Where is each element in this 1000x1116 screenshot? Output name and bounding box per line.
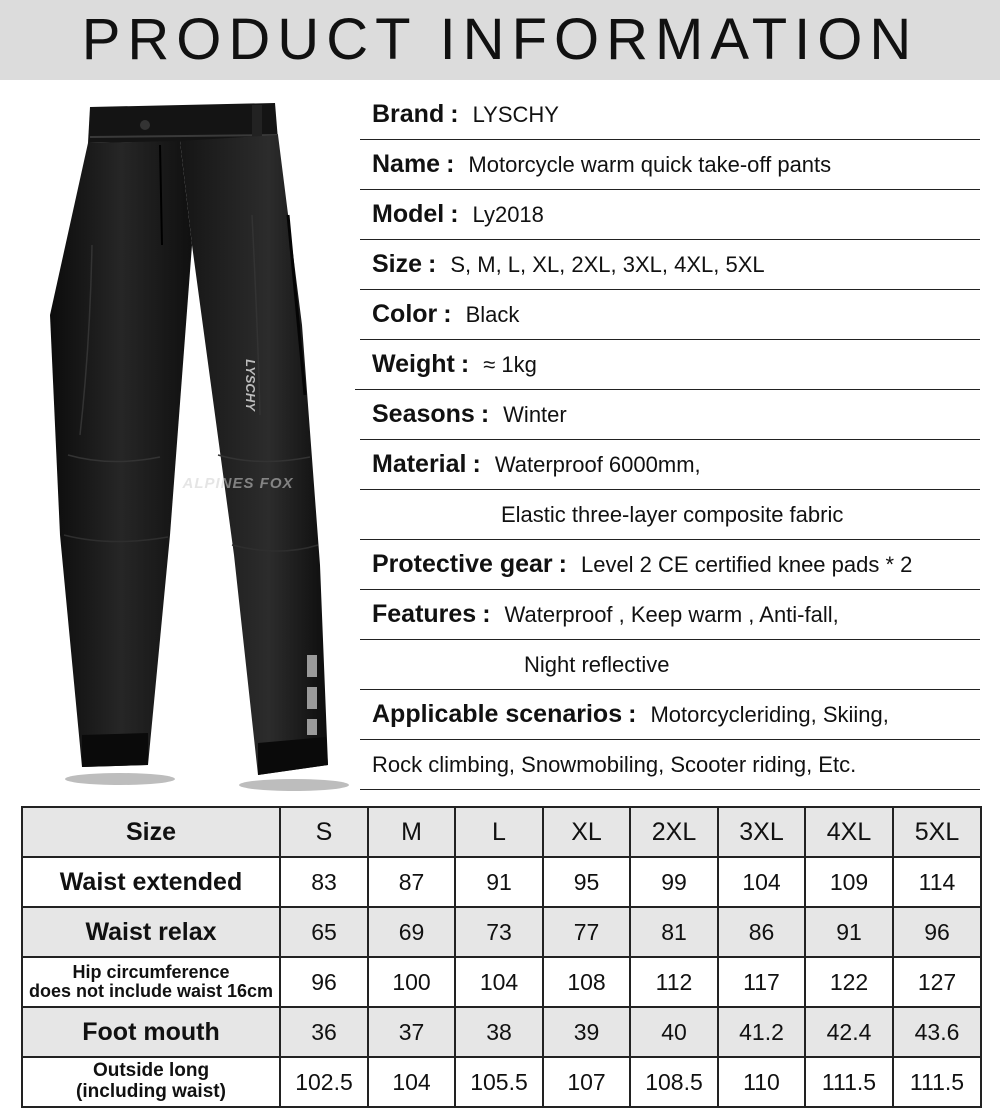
size-header-label: Size (22, 807, 280, 857)
info-value: Motorcycle warm quick take-off pants (468, 151, 832, 177)
table-cell: 42.4 (805, 1007, 893, 1057)
size-header-cell: 2XL (630, 807, 718, 857)
info-label: Material (372, 450, 467, 478)
table-cell: 38 (455, 1007, 543, 1057)
row-label-line: Outside long (92, 1060, 210, 1082)
info-value: LYSCHY (472, 101, 559, 127)
table-cell: 108.5 (630, 1057, 718, 1107)
product-info-list (360, 90, 980, 790)
table-cell: 107 (543, 1057, 630, 1107)
info-row-brand (360, 90, 980, 140)
table-cell: 77 (543, 907, 630, 957)
info-label: Seasons (372, 400, 475, 428)
table-cell: 109 (805, 857, 893, 907)
table-cell: 91 (805, 907, 893, 957)
table-cell: 110 (718, 1057, 805, 1107)
table-cell: 65 (280, 907, 368, 957)
info-label: Protective gear (372, 550, 553, 578)
info-value: Black (465, 301, 520, 327)
table-cell: 81 (630, 907, 718, 957)
info-value: S, M, L, XL, 2XL, 3XL, 4XL, 5XL (450, 251, 765, 277)
size-header-cell: 5XL (893, 807, 981, 857)
row-label: Waist extended (22, 857, 280, 907)
table-cell: 99 (630, 857, 718, 907)
table-cell: 96 (893, 907, 981, 957)
table-cell: 87 (368, 857, 455, 907)
info-row-size (360, 240, 980, 290)
info-colon: : (480, 400, 490, 428)
size-header-cell: 4XL (805, 807, 893, 857)
info-colon: : (450, 200, 459, 228)
row-label (22, 1057, 280, 1107)
info-colon: : (482, 600, 491, 628)
info-value: Motorcycleriding, Skiing, (650, 701, 889, 727)
info-value: Level 2 CE certified knee pads * 2 (580, 551, 913, 577)
table-row-hip-circumference (22, 957, 981, 1007)
table-cell: 122 (805, 957, 893, 1007)
info-continuation: Night reflective (524, 651, 670, 677)
table-cell: 39 (543, 1007, 630, 1057)
table-cell: 41.2 (718, 1007, 805, 1057)
table-cell: 96 (280, 957, 368, 1007)
info-continuation: Rock climbing, Snowmobiling, Scooter riding, Etc. (372, 751, 857, 777)
info-row-model (360, 190, 980, 240)
info-colon: : (446, 150, 455, 178)
table-row-outside-long (22, 1057, 981, 1107)
info-label: Features (372, 600, 477, 628)
info-label: Brand (372, 100, 445, 128)
table-cell: 73 (455, 907, 543, 957)
table-cell: 100 (368, 957, 455, 1007)
size-table-header-row (22, 807, 981, 857)
table-row-waist-relax (22, 907, 981, 957)
info-row-protective-gear (360, 540, 980, 590)
info-label: Model (372, 200, 445, 228)
product-image-pants (20, 95, 350, 795)
row-label-line: Hip circumference (72, 961, 230, 982)
table-cell: 95 (543, 857, 630, 907)
size-header-cell: M (368, 807, 455, 857)
table-cell: 104 (718, 857, 805, 907)
size-header-cell: L (455, 807, 543, 857)
table-cell: 108 (543, 957, 630, 1007)
row-label: Foot mouth (22, 1007, 280, 1057)
info-row-material-continued (360, 490, 980, 540)
table-cell: 102.5 (280, 1057, 368, 1107)
table-cell: 105.5 (455, 1057, 543, 1107)
info-colon: : (472, 450, 481, 478)
table-cell: 40 (630, 1007, 718, 1057)
header-banner (0, 0, 1000, 80)
info-value: ≈ 1kg (483, 351, 537, 377)
info-value: Winter (503, 401, 567, 427)
product-logo-text: LYSCHY (243, 359, 258, 411)
info-colon: : (460, 350, 470, 378)
row-label: Waist relax (22, 907, 280, 957)
page-title: PRODUCT INFORMATION (81, 7, 919, 72)
info-value: Waterproof 6000mm, (494, 451, 701, 477)
info-value: Waterproof , Keep warm , Anti-fall, (504, 601, 839, 627)
table-cell: 114 (893, 857, 981, 907)
table-cell: 86 (718, 907, 805, 957)
info-row-seasons (360, 390, 980, 440)
table-cell: 104 (368, 1057, 455, 1107)
info-value: Ly2018 (472, 201, 544, 227)
info-colon: : (450, 100, 459, 128)
info-colon: : (558, 550, 567, 578)
info-label: Weight (372, 350, 455, 378)
table-row-waist-extended (22, 857, 981, 907)
row-label (22, 957, 280, 1007)
info-row-features-continued (360, 640, 980, 690)
table-row-foot-mouth (22, 1007, 981, 1057)
info-row-name (360, 140, 980, 190)
table-cell: 111.5 (893, 1057, 981, 1107)
size-header-cell: 3XL (718, 807, 805, 857)
table-cell: 104 (455, 957, 543, 1007)
info-label: Color (372, 300, 438, 328)
table-cell: 83 (280, 857, 368, 907)
table-cell: 117 (718, 957, 805, 1007)
size-chart-table (21, 806, 982, 1108)
info-row-scenarios (360, 690, 980, 740)
row-label-line: does not include waist 16cm (28, 981, 274, 1001)
info-colon: : (428, 250, 437, 278)
table-cell: 43.6 (893, 1007, 981, 1057)
table-cell: 127 (893, 957, 981, 1007)
info-label: Name (372, 150, 441, 178)
table-cell: 111.5 (805, 1057, 893, 1107)
info-continuation: Elastic three-layer composite fabric (501, 501, 844, 527)
info-label: Size (372, 250, 423, 278)
info-row-scenarios-continued (360, 740, 980, 790)
size-header-cell: S (280, 807, 368, 857)
info-row-weight (355, 340, 980, 390)
info-label: Applicable scenarios (372, 700, 623, 728)
row-label-line: (including waist) (76, 1081, 226, 1102)
info-colon: : (443, 300, 452, 328)
size-header-cell: XL (543, 807, 630, 857)
table-cell: 91 (455, 857, 543, 907)
info-row-material (360, 440, 980, 490)
table-cell: 37 (368, 1007, 455, 1057)
table-cell: 69 (368, 907, 455, 957)
info-colon: : (628, 700, 637, 728)
table-cell: 36 (280, 1007, 368, 1057)
info-row-color (360, 290, 980, 340)
info-row-features (360, 590, 980, 640)
table-cell: 112 (630, 957, 718, 1007)
watermark-text: ALPINES FOX (182, 475, 294, 492)
